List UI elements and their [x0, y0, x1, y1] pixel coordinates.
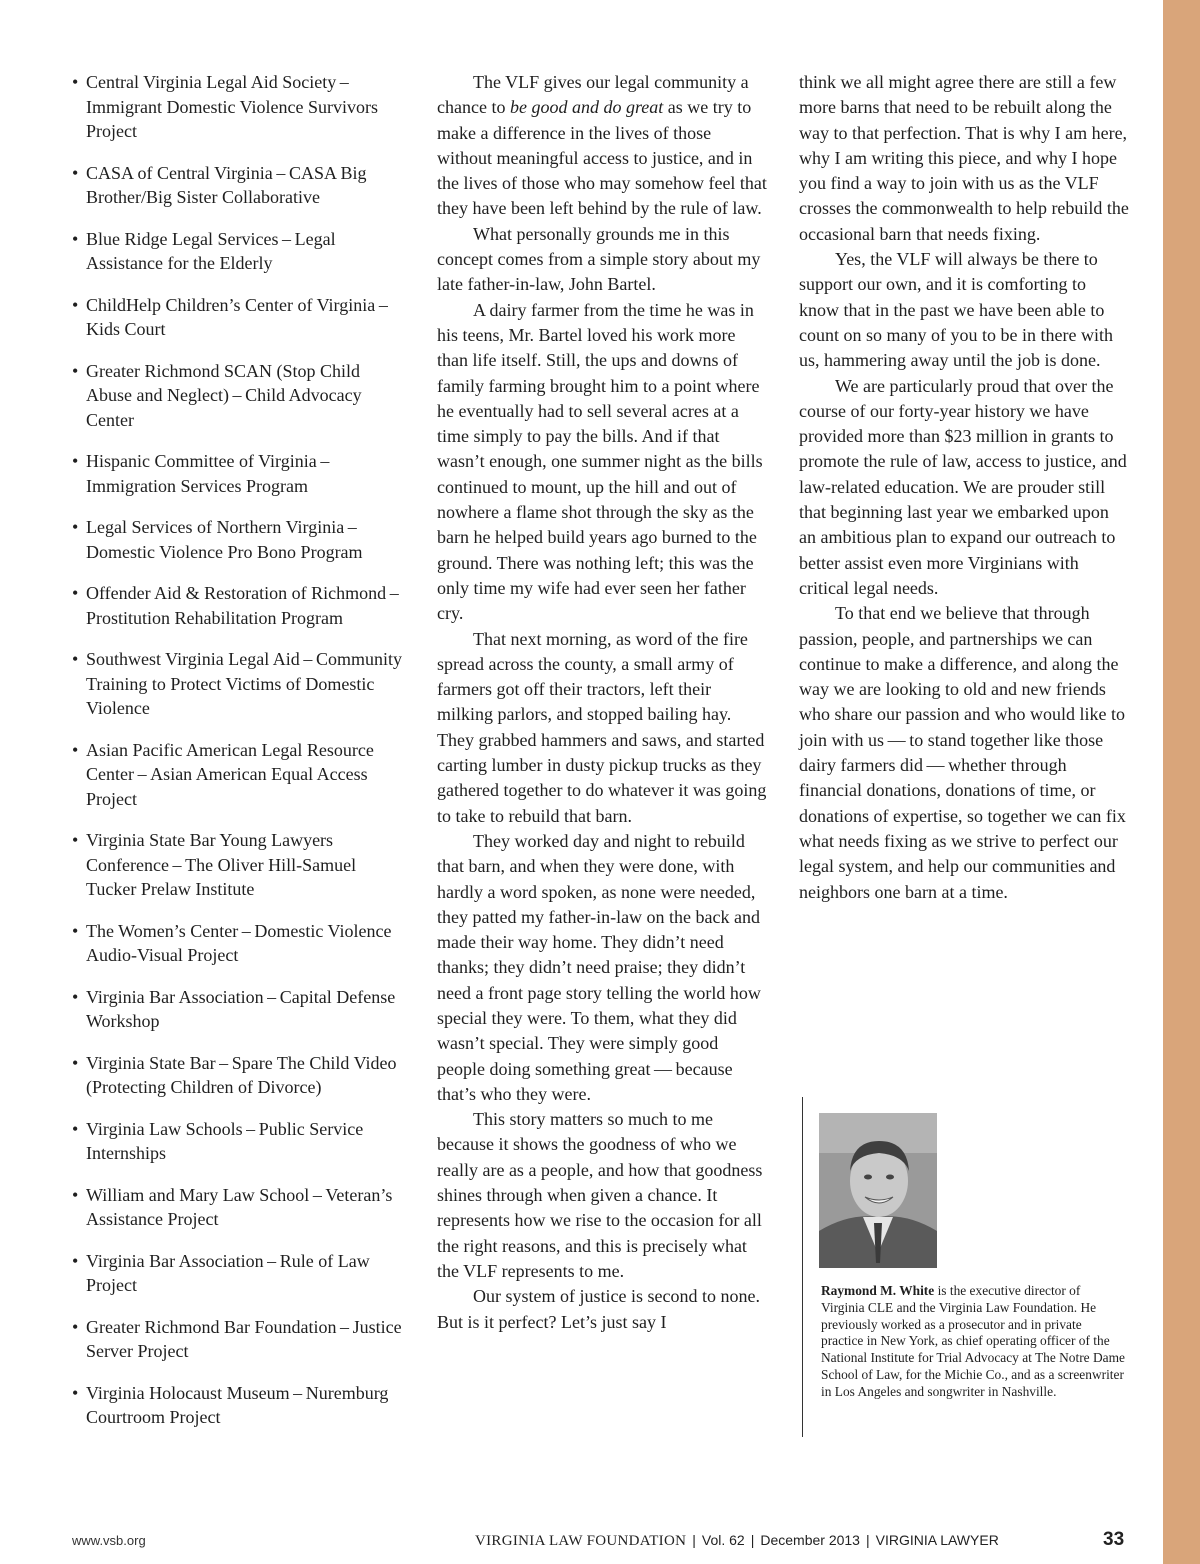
- program-list-item: [72, 1117, 407, 1166]
- article-paragraph: That next morning, as word of the fire spread across the county, a small army of farmers got off their tractors, left their milking parlors, and stopped bailing hay. They grabbed hammers and saws, and started carting lumber in dusty pickup trucks as they gathered together to do whatever it was going to take to rebuild that barn.: [437, 628, 767, 826]
- author-bio: Raymond M. White is the executive director of Virginia CLE and the Virginia Law Foundation. He previously worked as a prosecutor and in private practice in New York, as chief operating officer of the National Institute for Trial Advocacy at The Notre Dame School of Law, for the Michie Co., and as a screenwriter in Los Angeles and songwriter in Nashville.: [821, 1283, 1125, 1399]
- program-list-item: [72, 1249, 407, 1298]
- bullet-icon: •: [72, 162, 79, 183]
- program-list-text: Legal Services of Northern Virginia – Domestic Violence Pro Bono Program: [86, 517, 363, 562]
- volume-number: Vol. 62: [701, 1532, 745, 1548]
- article-paragraph: A dairy farmer from the time he was in his teens, Mr. Bartel loved his work more than life itself. Still, the ups and downs of family farming brought him to a point where he eventually had to sell several acres at a time simply to pay the bills. And if that wasn’t enough, one summer night as the bills continued to mount, up the hill and out of nowhere a flame shot through the sky as the barn he helped build years ago burned to the ground. There was nothing left; this was the only time my wife had ever seen her father cry.: [437, 299, 763, 624]
- program-list-item: [72, 581, 407, 630]
- program-list-text: Blue Ridge Legal Services – Legal Assistance for the Elderly: [86, 228, 336, 273]
- program-list-item: [72, 449, 407, 498]
- bullet-icon: •: [72, 72, 79, 92]
- bullet-icon: •: [72, 360, 79, 381]
- program-list-text: Virginia Bar Association – Capital Defense Workshop: [86, 986, 396, 1031]
- program-list-text: ChildHelp Children’s Center of Virginia – Kids Court: [86, 294, 392, 339]
- article-paragraph: We are particularly proud that over the course of our forty-year history we have provided more than $23 million in grants to promote the rule of law, access to justice, and law-related education. We are prouder still that beginning last year we embarked upon an ambitious plan to expand our outreach to better assist even more Virginians with critical legal needs.: [799, 375, 1127, 598]
- program-list-text: Virginia Law Schools – Public Service Internships: [86, 1118, 364, 1163]
- issue-date: December 2013: [760, 1532, 860, 1548]
- program-list-text: Hispanic Committee of Virginia – Immigration Services Program: [86, 451, 333, 496]
- program-list-text: Offender Aid & Restoration of Richmond – Prostitution Rehabilitation Program: [86, 583, 403, 628]
- program-list-item: [72, 515, 407, 564]
- page-footer: [0, 1527, 1200, 1557]
- program-list-item: [72, 919, 407, 968]
- program-list-text: Virginia State Bar Young Lawyers Conference – The Oliver Hill-Samuel Tucker Prelaw Institute: [86, 830, 357, 899]
- program-list-item: [72, 293, 407, 342]
- article-paragraph: What personally grounds me in this concept comes from a simple story about my late father-in-law, John Bartel.: [437, 223, 761, 295]
- program-list-text: Southwest Virginia Legal Aid – Community Training to Protect Victims of Domestic Violence: [86, 649, 402, 718]
- bullet-icon: •: [72, 583, 79, 603]
- article-paragraph: To that end we believe that through passion, people, and partnerships we can continue to make a difference, and along the way we are looking to old and new friends who share our passion and who would like to join with us — to stand together like those dairy farmers did — whether through financial donations, donations of time, or donations of expertise, so together we can fix what needs fixing as we strive to perfect our legal system, and help our communities and neighbors one barn at a time.: [799, 603, 1126, 902]
- program-list-text: Central Virginia Legal Aid Society – Immigrant Domestic Violence Survivors Project: [86, 72, 379, 141]
- program-list-item: [72, 985, 407, 1034]
- program-list-column: [72, 70, 407, 1447]
- bullet-icon: •: [72, 294, 79, 315]
- article-paragraph: This story matters so much to me because it shows the goodness of who we really are as a people, and how that goodness shines through when given a chance. It represents how we rise to the occasion for all the right reasons, and this is precisely what the VLF represents to me.: [437, 1109, 763, 1281]
- bullet-icon: •: [72, 1382, 79, 1403]
- article-column-right: [799, 70, 1129, 905]
- program-list-item: [72, 227, 407, 276]
- program-list-item: [72, 1315, 407, 1364]
- bullet-icon: •: [72, 1052, 79, 1073]
- author-name: Raymond M. White: [821, 1283, 935, 1298]
- program-list-text: Virginia State Bar – Spare The Child Video (Protecting Children of Divorce): [86, 1052, 397, 1097]
- program-list-text: Virginia Bar Association – Rule of Law Project: [86, 1250, 370, 1295]
- footer-masthead: [475, 1532, 999, 1550]
- website-url: www.vsb.org: [72, 1533, 146, 1548]
- author-photo: [819, 1113, 937, 1268]
- decorative-side-bar: [1163, 0, 1200, 1564]
- article-paragraph: The VLF gives our legal community a chance to be good and do great as we try to make a difference in the lives of those without meaningful access to justice, and in the lives of those who may somehow feel that they have been left behind by the rule of law.: [437, 72, 767, 219]
- program-list-item: [72, 828, 407, 902]
- program-list-item: [72, 647, 407, 721]
- program-list: [72, 70, 407, 1430]
- program-list-text: The Women’s Center – Domestic Violence Audio-Visual Project: [86, 920, 392, 965]
- bullet-icon: •: [72, 1184, 79, 1205]
- bullet-icon: •: [72, 228, 79, 249]
- bullet-icon: •: [72, 1250, 79, 1271]
- article-paragraph: They worked day and night to rebuild that barn, and when they were done, with hardly a word spoken, as none were needed, they patted my father-in-law on the back and made their way home. They didn’t need thanks; they didn’t need praise; they didn’t need a front page story telling the world how special they were. To them, what they did wasn’t special. They were simply good people doing something great — because that’s who they were.: [437, 830, 761, 1104]
- program-list-item: [72, 70, 407, 144]
- article-paragraph-continued: think we all might agree there are still a few more barns that need to be rebuilt along the way to that perfection. That is why I am here, why I am writing this piece, and why I hope you find a way to join with us as the VLF crosses the commonwealth to help rebuild the occasional barn that needs fixing.: [799, 72, 1129, 244]
- author-box: [802, 1097, 1131, 1437]
- program-list-text: Asian Pacific American Legal Resource Center – Asian American Equal Access Project: [86, 739, 374, 809]
- bullet-icon: •: [72, 649, 79, 669]
- bullet-icon: •: [72, 1118, 79, 1139]
- program-list-item: [72, 161, 407, 210]
- article-column-middle: [437, 70, 767, 1335]
- author-portrait-icon: [819, 1113, 937, 1268]
- article-paragraph: Yes, the VLF will always be there to support our own, and it is comforting to know that in the past we have been able to count on so many of you to be in there with us, hammering away until the job is done.: [799, 249, 1113, 371]
- program-list-item: [72, 359, 407, 433]
- program-list-item: [72, 1051, 407, 1100]
- bullet-icon: •: [72, 739, 79, 760]
- bullet-icon: •: [72, 451, 79, 471]
- page-number: 33: [1103, 1529, 1125, 1550]
- program-list-item: [72, 1183, 407, 1232]
- bullet-icon: •: [72, 1316, 79, 1337]
- magazine-name: VIRGINIA LAWYER: [875, 1532, 999, 1548]
- publisher-name: VIRGINIA LAW FOUNDATION: [475, 1533, 687, 1549]
- program-list-text: CASA of Central Virginia – CASA Big Brother/Big Sister Collaborative: [86, 162, 367, 207]
- footer-separator: |: [692, 1532, 696, 1548]
- footer-separator: |: [750, 1532, 755, 1548]
- program-list-text: William and Mary Law School – Veteran’s Assistance Project: [86, 1184, 393, 1229]
- bullet-icon: •: [72, 920, 79, 941]
- bullet-icon: •: [72, 517, 79, 537]
- program-list-text: Virginia Holocaust Museum – Nuremburg Courtroom Project: [86, 1382, 389, 1427]
- program-list-item: [72, 738, 407, 812]
- program-list-text: Greater Richmond Bar Foundation – Justice Server Project: [86, 1316, 402, 1361]
- footer-separator: |: [865, 1532, 870, 1548]
- bullet-icon: •: [72, 986, 79, 1007]
- program-list-text: Greater Richmond SCAN (Stop Child Abuse and Neglect) – Child Advocacy Center: [86, 360, 362, 430]
- article-paragraph: Our system of justice is second to none. But is it perfect? Let’s just say I: [437, 1286, 760, 1332]
- bullet-icon: •: [72, 830, 79, 850]
- program-list-item: [72, 1381, 407, 1430]
